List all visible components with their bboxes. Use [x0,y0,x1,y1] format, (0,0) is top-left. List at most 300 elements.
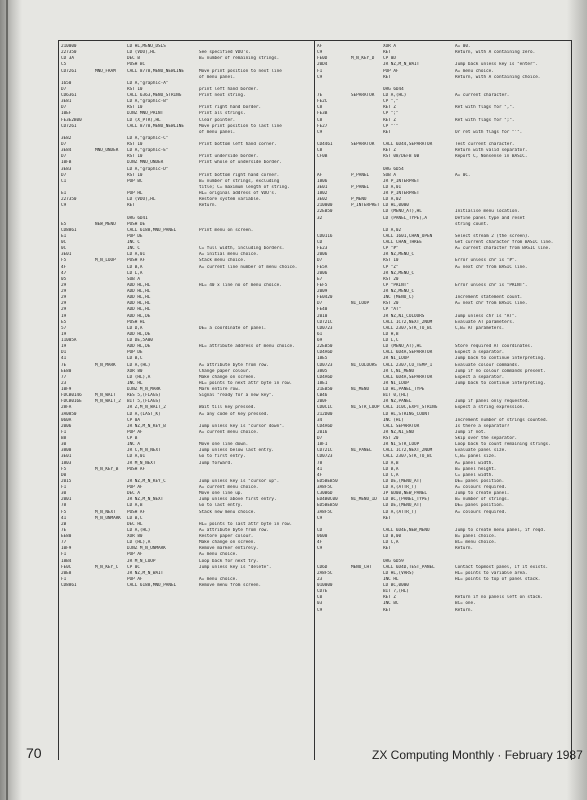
code-hex-code: C9 [317,74,323,80]
code-hex-code: D7 [61,172,67,178]
code-instruction: LD A,(LAST_K) [127,411,161,417]
code-comment: Expect a separator. [455,374,505,380]
code-hex-code: CB46 [317,393,328,399]
code-listing-right [317,44,569,758]
code-comment: Jump unless above first entry. [199,497,277,503]
code-hex-code: 32 [317,215,323,221]
code-instruction: DJNZ M_N_MARK [127,387,161,392]
magazine-footer: ZX Computing Monthly · February 1987 [372,748,583,762]
code-hex-code: FE0D [317,56,328,62]
code-instruction: CP 0A [127,417,140,423]
code-instruction: ADD HL,DE [127,313,151,319]
code-hex-code: 3A8F5C [317,509,333,515]
code-hex-code: CD8861 [61,583,77,588]
code-comment: A= 0C. [455,172,471,178]
code-label: M_N_LOOP [95,258,116,264]
code-instruction: DJNZ MNU_PRINT [127,111,164,117]
code-comment: B= panel height. [455,466,497,472]
code-instruction: RET Z [383,595,396,601]
code-hex-code: D7 [317,436,323,441]
code-label [351,608,383,614]
code-hex-code: 3A8F5C [317,485,333,490]
code-hex-code: 11005A [61,338,77,343]
code-label: P_MENU [351,197,367,203]
code-instruction: RET [383,515,391,521]
code-instruction: LD A,02 [383,227,402,233]
code-hex-code: 4F [317,540,323,546]
code-instruction: XOR 80 [127,368,143,374]
code-comment: Report C, Nonsense in BASIC. [455,154,528,160]
code-hex-code: F5 [61,258,67,264]
code-comment: Increment number of strings counted. [455,417,549,423]
code-instruction: POP AF [127,429,143,435]
code-comment: A= menu choice. [199,576,238,582]
code-instruction: RST 20 [383,276,399,282]
code-instruction: CALL 6188,MNU_PANEL [127,227,177,233]
code-hex-code: E1 [61,191,67,196]
code-hex-code: 29 [61,301,67,307]
code-hex-code: 23 [61,380,67,386]
code-comment: Evaluate colour commands. [455,362,520,368]
code-comment: A= any code of key pressed. [199,411,269,417]
code-label: M_N_KEY_C [95,564,119,570]
code-instruction: RET [383,129,391,135]
code-comment: Make change on screen. [199,374,256,380]
code-comment: Jump back to continue interpreting. [455,356,546,362]
code-comment: C,B= AT parameters. [455,325,505,331]
code-comment: B= panel choice. [455,534,497,539]
code-hex-code: C0 [317,595,323,601]
code-hex-code: AF [317,172,323,178]
code-hex-code: 34 [317,417,323,423]
code-hex-code: CD7261 [61,68,77,74]
code-instruction: LD H,B [383,331,399,337]
code-comment: Select stream 2 (the screen). [455,233,531,239]
code-hex-code: 29 [61,289,67,294]
code-comment: Remove menu from screen. [199,583,262,588]
code-comment: Jump if not. [455,429,487,435]
code-label [95,583,127,589]
code-comment: A= menu choice. [455,68,494,74]
code-comment: Error unless chr is "#". [455,258,518,264]
code-instruction: DEC B [127,56,140,62]
code-instruction: CALL 2307,STK_TO_BC [383,325,433,331]
code-instruction: CALL 2307,CO_TEMP_1 [383,362,433,368]
code-label: M_N_WAIT [95,393,116,399]
code-comment: A= next chr from BASIC line. [455,301,528,307]
code-hex-code: F1 [61,552,67,558]
code-instruction: PUSH HL [127,319,146,325]
code-hex-code: 22EB50 [317,209,333,215]
code-hex-code: 10F9 [61,387,72,392]
code-instruction: RET Z [383,117,396,123]
code-hex-code: 10FB [61,160,72,166]
code-hex-code: C9 [317,546,323,552]
code-instruction: DEC HL [127,521,143,527]
code-comment: Jump unless chr is "AT". [455,313,518,319]
page-edge-line [6,0,8,800]
code-instruction: CALL 6363,MENU_STRING [127,93,182,98]
code-hex-code: 20D4 [317,62,328,68]
code-instruction: ADD HL,HL [127,295,151,301]
code-hex-code: C8 [317,148,323,154]
code-hex-code: F5 [61,466,67,472]
code-instruction: JR C,M_N_NEXT [127,448,161,454]
code-hex-code: FE3E2B00 [61,117,82,123]
code-instruction: RST 10 [127,172,143,178]
code-comment: Jump to create panel. [455,491,510,497]
code-instruction: JR M_N_LOOP [127,558,156,564]
code-label: NI_LOOP [351,301,370,307]
code-comment: A= current character. [455,93,510,98]
code-comment: BC= menu choice. [455,540,497,546]
code-hex-code: CD4A6D [317,423,333,429]
code-comment: HL= 40 x line no of menu choice. [199,282,282,288]
code-comment: B= number of remaining strings. [199,56,280,62]
code-hex-code: 7E [61,527,67,533]
code-comment: C,B= panel size. [455,454,497,460]
code-instruction: LD A,"graphic-E" [127,148,169,154]
code-instruction: JR NZ,M_N_NEXT [127,497,164,503]
code-hex-code: 57 [61,325,67,331]
code-instruction: JR NZ,NI_END [383,429,415,435]
code-comment: A= attribute byte from row. [199,362,269,368]
code-instruction: RST 08/DEFB 0B [383,154,420,160]
code-instruction: LD A,"graphic-C" [127,135,169,141]
code-comment: Jump unless below last entry. [199,448,275,454]
code-comment: Jump if panel only requested. [455,399,531,405]
code-hex-code: D7 [317,301,323,307]
code-instruction: CP "'" [383,123,399,129]
code-instruction: ADD HL,DE [127,331,151,337]
code-label: M_N_KEY_B [95,466,119,472]
code-hex-code: 3E01 [61,252,72,258]
code-hex-code: CD0723 [317,325,333,331]
code-label: MENU_CHT [351,564,372,570]
code-hex-code: 77 [61,540,67,546]
code-hex-code: CD7261 [61,123,77,129]
code-hex-code: 10F9 [61,546,72,552]
code-comment: HL= points to last attr byte in row. [199,521,293,527]
code-instruction: POP DE [127,350,143,356]
code-hex-code: 21EB50 [317,387,333,392]
code-comment: Error unless chr is "PRINT". [455,282,528,288]
code-comment: Return, with A containing choice. [455,74,541,80]
code-hex-code: CD [317,240,323,245]
code-hex-code: D7 [61,86,67,92]
code-hex-code: E5 [61,319,67,325]
code-comment: Skip over the separator. [455,436,518,441]
code-instruction: JR NZ,M_N_WAIT [383,62,420,68]
code-label: SEPARATOR [351,93,375,98]
code-hex-code: CD8861 [61,227,77,233]
code-hex-code: F1 [61,429,67,435]
code-hex-code: C9 [317,129,323,135]
code-hex-code: C8 [317,105,323,111]
code-instruction: LD A,02 [383,197,402,203]
code-instruction: ADD HL,HL [127,301,151,307]
code-hex-code: C9 [61,203,67,209]
code-comment: Move one line down. [199,442,249,448]
code-instruction: CALL 6188,MNU_PANEL [127,583,177,588]
code-label: P_PANEL [351,172,370,178]
code-instruction: POP AF [127,485,143,490]
code-comment: Move print position to last line [199,123,282,129]
code-instruction: RST 10 [127,86,143,92]
code-comment: string count. [455,221,489,227]
code-hex-code: ED4B0C00 [317,497,338,503]
code-comment: See specified VDU's. [199,50,251,56]
code-hex-code: C5 [61,62,67,68]
code-instruction: JR NZ,MENU_C [383,270,415,276]
code-hex-code: 4F [61,264,67,270]
code-instruction: JP 6D0B,NEW_PANEL [383,491,427,497]
code-hex-code: CD [317,527,323,533]
code-comment: Remove marker entirely. [199,546,259,552]
code-hex-code: B8 [61,436,67,441]
code-hex-code: 210000 [61,44,77,49]
code-instruction: JR NZ,M_N_WAIT [127,570,164,576]
code-instruction: LD (MENU_AT),HL [383,209,422,215]
code-comment: Restore paper colour. [199,534,254,539]
code-instruction: CALL CHAN_THREE [383,240,422,245]
code-comment: Stack menu choice. [199,258,246,264]
code-instruction: JR C,NI_MENU [383,368,415,374]
code-label: NI_MENU_ID [351,497,377,503]
code-instruction: RET Z [383,105,396,111]
code-instruction: SUB A [127,276,140,282]
code-hex-code: 19 [61,344,67,350]
code-hex-code: 30 [61,442,67,448]
code-instruction: LD HL,STRING_COUNT [383,411,430,417]
code-hex-code: 29 [61,307,67,313]
code-instruction: CP "PRINT" [383,282,409,288]
code-comment: of menu panel. [199,74,236,80]
code-hex-code: ED5BEB50 [317,478,338,484]
code-comment: A= attribute byte from row. [199,527,269,533]
code-hex-code: CD0116 [317,233,333,239]
code-hex-code: 78 [317,460,323,466]
code-instruction: CALL 1C72,NEXT_2NUM [383,448,433,454]
code-instruction: LD (PANEL_TYPE),A [383,215,427,221]
code-hex-code: 18E5 [317,356,328,362]
code-instruction: RET [383,607,391,613]
code-comment: Print all strings. [199,111,246,117]
code-hex-code: FDCB016E [61,399,82,405]
code-instruction: XOR 80 [127,534,143,539]
code-instruction: CALL 8778,MENU_NEWLINE [127,123,184,129]
code-instruction: DEC A [127,491,140,497]
code-instruction: DJNZ MNU_UNDER [127,160,164,166]
code-comment: Expect a string expression. [455,405,525,411]
code-instruction: PUSH AF [127,509,146,515]
code-comment: title; C= maximum length of string. [199,184,290,190]
code-hex-code: FE5A [317,264,328,270]
code-hex-code: CD6D [317,564,328,570]
code-hex-code: 47 [61,270,67,276]
code-comment: A= panel width. [455,460,494,466]
page-number: 70 [26,745,42,761]
code-hex-code: F5 [61,509,67,515]
code-instruction: LD A,(ATTR_T) [383,509,417,515]
code-comment: Jump unless key is "delete". [199,564,272,570]
code-instruction: RST 20 [383,436,399,441]
code-instruction: JR NI_LOOP [383,380,409,386]
code-hex-code: 2A8F5C [317,570,333,576]
code-instruction: BIT 7,(HL) [383,589,409,595]
code-hex-code: C30B6D [317,491,333,497]
code-hex-code: 18B4 [61,558,72,564]
code-hex-code: 23 [317,576,323,582]
code-hex-code: 200F [317,399,328,405]
code-hex-code: CD4461 [317,142,333,147]
code-hex-code: 2015 [61,478,72,484]
code-hex-code: 3E01 [317,184,328,190]
code-hex-code: 2006 [317,252,328,258]
code-comment: Loop back for next try. [199,558,259,564]
code-comment: Stack new menu choice. [199,509,256,515]
code-comment: Return. [455,546,474,552]
code-hex-code: FE23 [317,246,328,252]
code-comment: Evaluate panel size. [455,448,507,454]
code-hex-code: CD6361 [61,93,77,98]
code-hex-code: D1 [61,350,67,356]
code-instruction: ORG 6D59 [383,558,404,564]
code-label: M_N_MARK [95,362,116,368]
code-instruction: JR Z,M_N_WAIT_2 [127,405,166,411]
code-comment: A= current menu choice. [199,485,259,490]
code-hex-code: CD4A6D [317,374,333,380]
code-instruction: INC C [127,246,140,252]
code-hex-code: 0600 [317,534,328,539]
code-instruction: LD A,B [127,503,143,509]
code-comment: Jump if no colour commands present. [455,368,546,374]
code-hex-code: 41 [317,466,323,472]
code-instruction: ADD HL,HL [127,289,151,294]
code-line [61,583,311,589]
code-comment: Return. [455,607,474,613]
code-listing-left [61,44,311,758]
code-hex-code: 2006 [61,423,72,429]
code-hex-code: C8 [317,117,323,123]
code-hex-code: FE0C [61,564,72,570]
code-hex-code: 69 [317,338,323,343]
code-instruction: DJNZ M_N_UNMARK [127,546,166,552]
code-hex-code: 61 [317,331,323,337]
code-comment: Go to first entry. [199,454,246,460]
code-instruction: LD (X_PTR),HL [127,117,161,123]
code-instruction: ORG 6D54 [383,166,404,172]
code-instruction: ORG 6D41 [127,215,148,221]
code-instruction: BIT 5,(FLAGS) [127,399,161,405]
code-instruction: CALL 1C72,NEXT_2NUM [383,319,433,325]
code-comment: B= number of strings, excluding [199,178,280,184]
code-comment: Jump to create menu panel, if reqd. [455,527,546,533]
code-comment: Return. [199,203,218,209]
code-instruction: POP BC [127,178,143,184]
code-comment: C= full width, including borders. [199,246,285,252]
code-hex-code: CD721C [317,319,333,325]
code-instruction: RST 10 [127,105,143,111]
code-hex-code: F1 [317,68,323,74]
code-instruction: LD B,C [127,515,143,521]
code-comment: HL= original address of VDU's. [199,191,277,196]
code-hex-code: 0C [61,246,67,252]
code-instruction: CP 0C [127,564,140,570]
code-instruction: LD A,"graphic-D" [127,166,169,172]
code-hex-code: C9 [317,50,323,56]
code-instruction: CP "Z" [383,264,399,270]
code-comment: Jump unless key is "cursor down". [199,423,285,429]
code-instruction: LD (HL),A [127,374,151,380]
code-hex-code: EE80 [61,368,72,374]
code-instruction: LD B,00 [383,534,402,539]
code-hex-code: 19 [61,313,67,319]
code-instruction: LD A,01 [127,454,146,460]
code-instruction: JR NI_LOOP [383,356,409,362]
code-hex-code: 05 [61,276,67,282]
code-instruction: CALL 2307,STK_TO_BC [383,454,433,460]
code-instruction: ADD HL,DE [127,344,151,350]
code-hex-code: E7 [317,276,323,282]
code-instruction: CP "AT" [383,307,402,313]
code-hex-code: 3E83 [61,166,72,172]
code-instruction: CALL 6D4A,SEPARATOR [383,350,433,356]
code-comment: DE= panel position. [455,503,505,509]
code-comment: Contact topmost panel, if it exists. [455,564,549,570]
code-instruction: JR P_INTERPRET [383,178,420,184]
code-hex-code: ED5BEB50 [317,503,338,509]
code-instruction: LD (MENU_AT),HL [383,344,422,350]
code-label: NEW_MENU [95,221,116,227]
code-instruction: PUSH AF [127,258,146,264]
code-comment: Evaluate AT parameters. [455,319,515,325]
code-hex-code: 77 [61,374,67,380]
code-hex-code: EE80 [61,534,72,539]
code-instruction: CALL 6D4D,TEST_PANEL [383,564,435,570]
code-hex-code: 3A0850 [61,411,77,417]
code-instruction: LD C,A [383,472,399,478]
code-instruction: CALL 6D4E,NEW_MENU [383,527,430,533]
code-label: SEPARATOR [351,142,375,147]
code-comment: of menu panel. [199,129,236,135]
code-comment: Jump back unless key is "enter". [455,62,538,68]
code-comment: Print bottom right hand corner. [199,172,280,178]
code-hex-code: 010000 [317,583,333,588]
code-comment: BC= one. [455,601,476,607]
code-comment: Print whole of underside border. [199,160,282,166]
code-instruction: PUSH DE [127,221,146,227]
code-instruction: XOR A [383,44,396,49]
code-instruction: BIT 0,(HL) [383,393,409,399]
code-label: NI_COLOURS [351,362,377,368]
code-hex-code: 2016 [317,429,328,435]
code-instruction: CP "," [383,99,399,105]
code-label: P_INTERPRET [351,203,380,209]
code-comment: Wait till key pressed. [199,405,256,411]
code-hex-code: 2009 [317,289,328,294]
code-hex-code: CD721C [317,448,333,454]
code-instruction: ADD HL,HL [127,307,151,313]
code-hex-code: 2001 [61,497,72,503]
code-comment: C= panel width. [455,472,494,478]
code-comment: B= number of strings. [455,497,510,503]
page-gutter-shadow [0,0,22,800]
code-hex-code: C1 [61,178,67,184]
code-line [317,608,569,614]
code-hex-code: FE27 [317,123,328,129]
code-instruction: LD B,A [127,264,143,270]
